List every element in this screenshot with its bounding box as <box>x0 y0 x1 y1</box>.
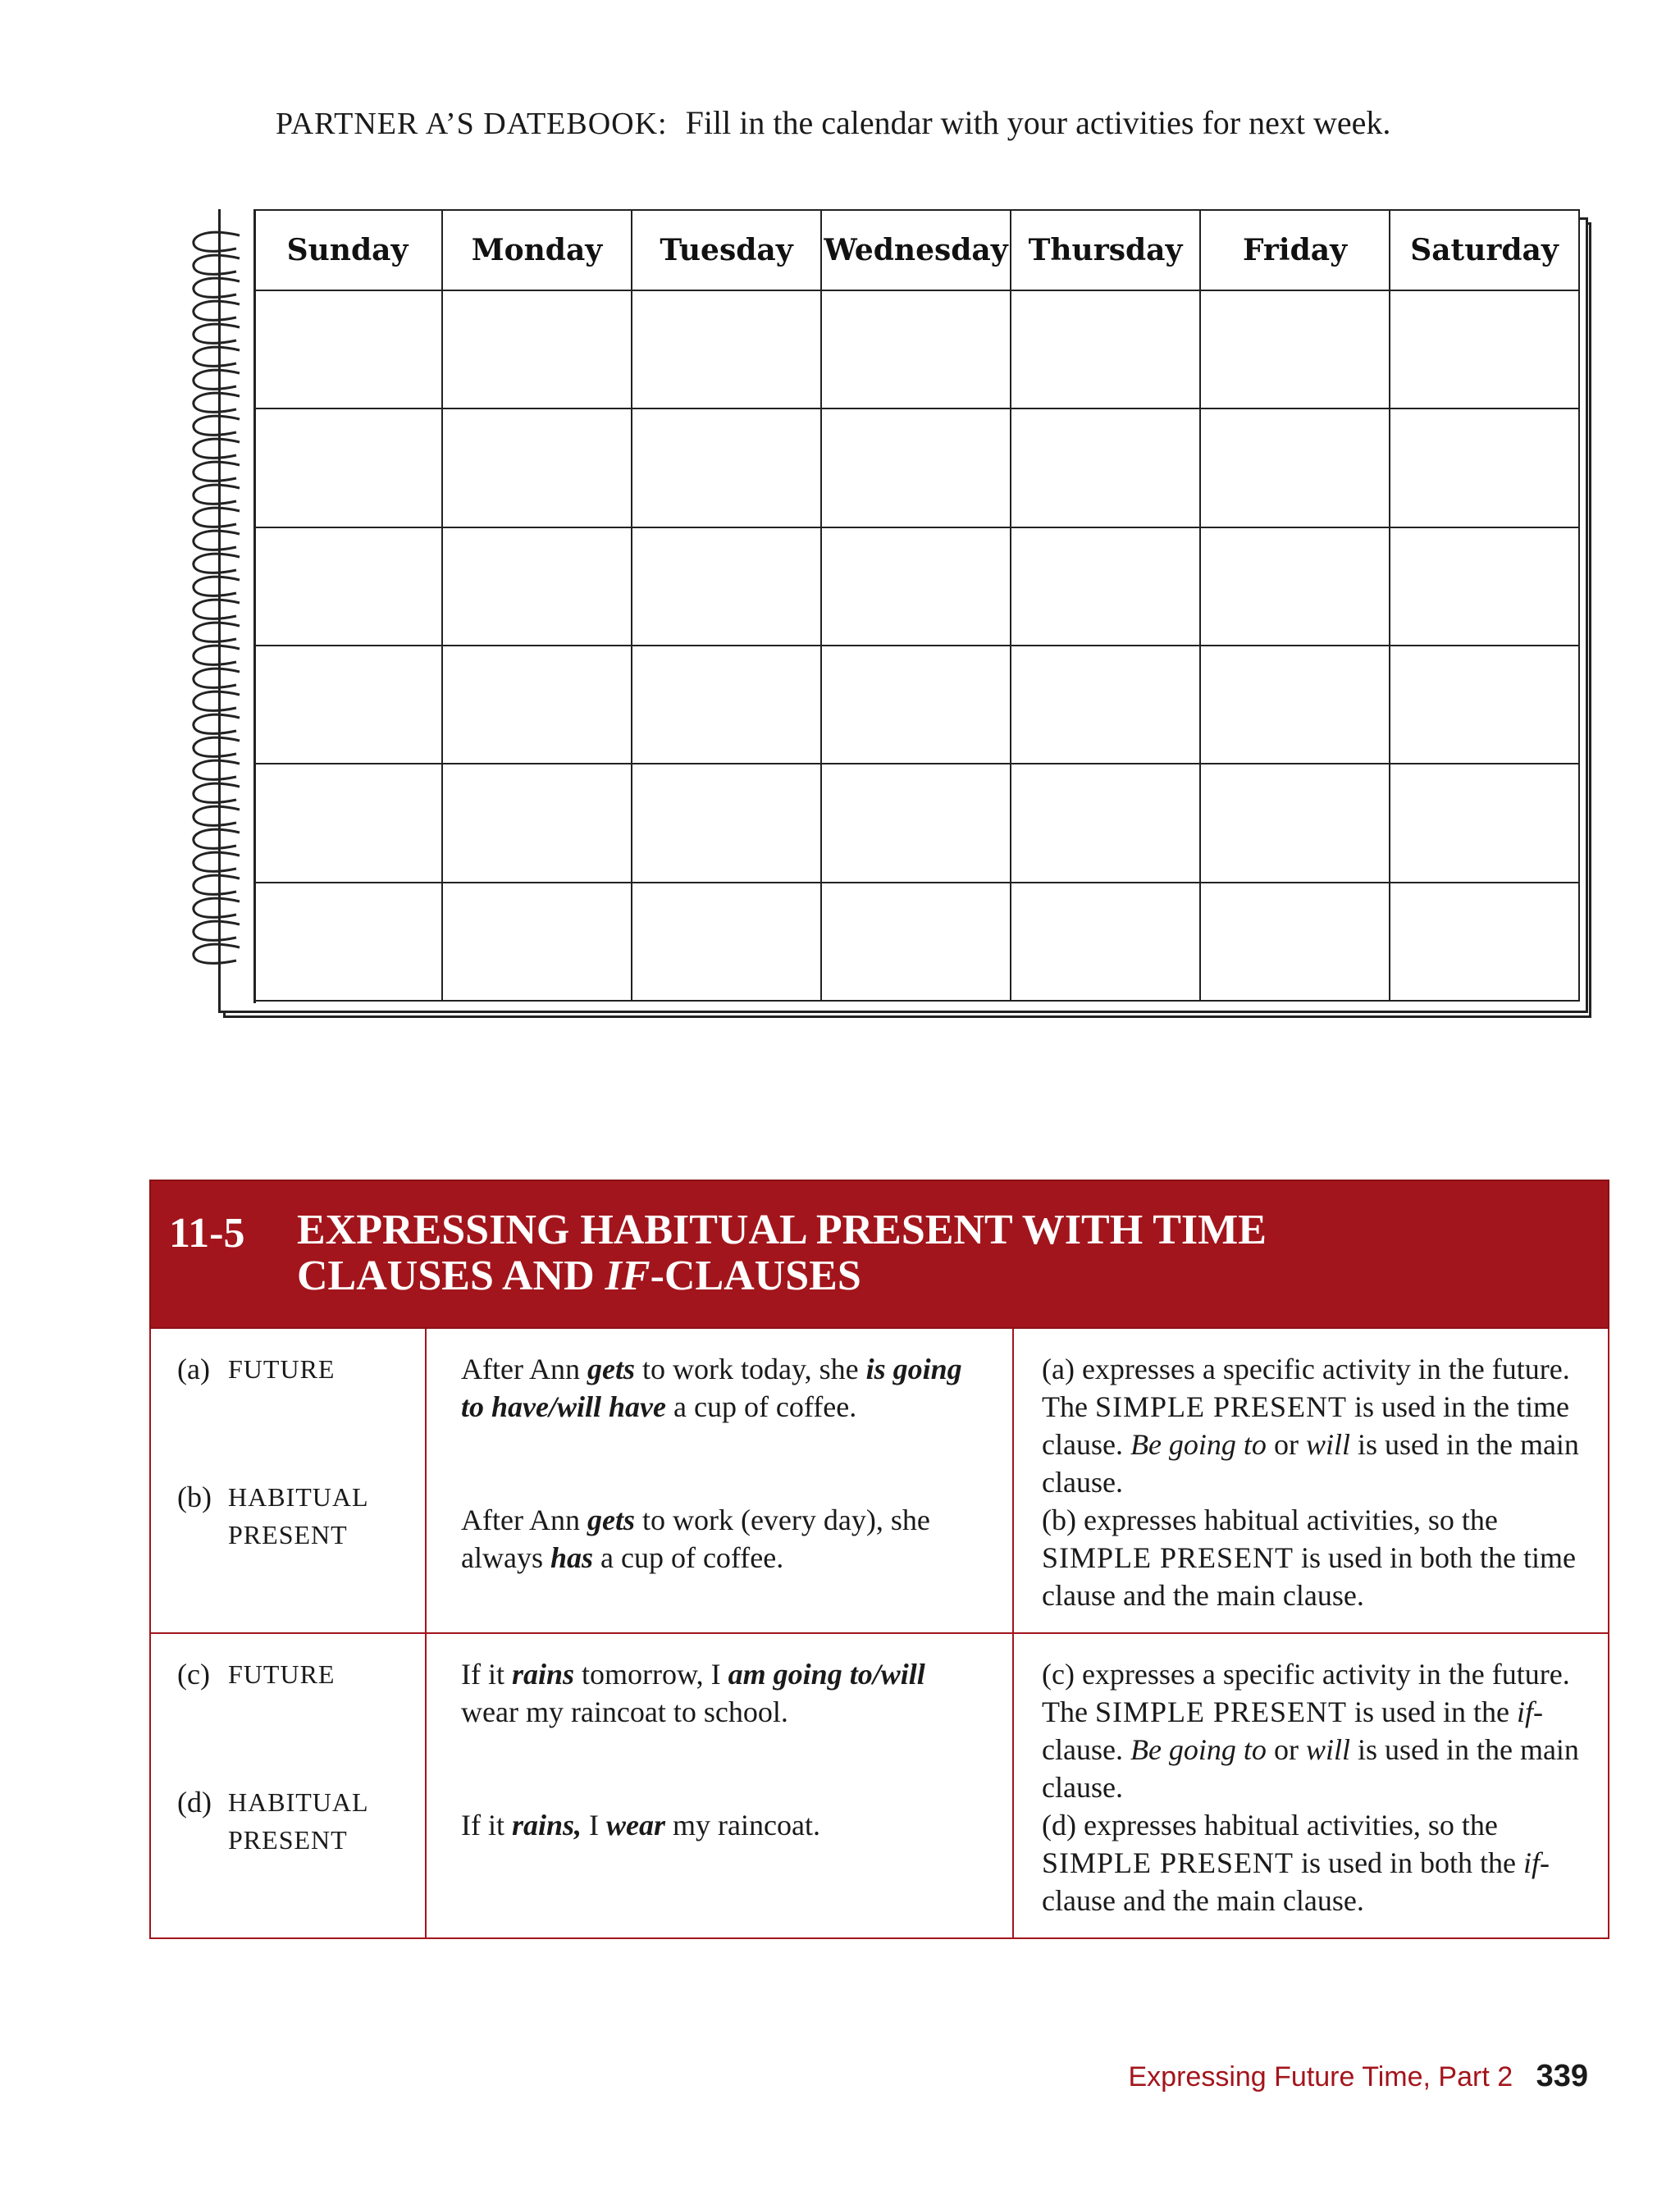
calendar-cell-monday[interactable] <box>442 646 632 764</box>
calendar-cell-friday[interactable] <box>1200 646 1390 764</box>
label-name-line: HABITUAL <box>228 1482 369 1512</box>
text: I <box>582 1809 607 1841</box>
emphasis: is going to have/will have <box>461 1353 962 1423</box>
day-header-tuesday: Tuesday <box>632 210 821 290</box>
spiral-ring <box>194 301 240 320</box>
label-c <box>177 1655 425 1693</box>
italic: if <box>1517 1695 1534 1728</box>
italic: will <box>1305 1733 1350 1766</box>
calendar-cell-friday[interactable] <box>1200 527 1390 646</box>
text: (c) expresses a specific activity in the future. The <box>1042 1658 1570 1728</box>
datebook <box>189 209 1583 1021</box>
text: my raincoat. <box>665 1809 820 1841</box>
spiral-ring <box>194 875 240 894</box>
label-name: FUTURE <box>228 1659 336 1689</box>
term: SIMPLE PRESENT <box>1094 1390 1348 1423</box>
calendar-cell-tuesday[interactable] <box>632 764 821 882</box>
calendar-cell-friday[interactable] <box>1200 408 1390 527</box>
spiral-ring <box>194 921 240 940</box>
chart-title-line2 <box>297 1253 1527 1299</box>
calendar-cell-wednesday[interactable] <box>821 883 1011 1001</box>
emphasis: gets <box>587 1504 635 1536</box>
text: (b) expresses habitual activities, so the <box>1042 1504 1498 1536</box>
term: SIMPLE PRESENT <box>1094 1695 1348 1728</box>
weekly-calendar <box>218 209 1580 1002</box>
calendar-row <box>218 290 1579 408</box>
chart-header <box>149 1180 1609 1329</box>
italic: Be going to <box>1130 1428 1267 1461</box>
spiral-ring <box>194 737 240 756</box>
text: If it <box>461 1809 512 1841</box>
calendar-row <box>218 883 1579 1001</box>
text: a cup of coffee. <box>593 1541 784 1574</box>
calendar-cell-monday[interactable] <box>442 527 632 646</box>
spiral-ring <box>194 669 240 687</box>
spiral-ring <box>194 278 240 297</box>
spiral-ring <box>194 760 240 779</box>
day-header-saturday: Saturday <box>1390 210 1579 290</box>
spiral-ring <box>194 944 240 963</box>
spiral-ring <box>194 370 240 389</box>
calendar-cell-tuesday[interactable] <box>632 290 821 408</box>
example-b <box>461 1501 988 1577</box>
emphasis: rains <box>511 1658 575 1691</box>
spiral-ring <box>194 806 240 825</box>
emphasis: gets <box>587 1353 635 1385</box>
day-header-friday: Friday <box>1200 210 1390 290</box>
label-letter: (c) <box>177 1658 210 1691</box>
text: is used in the main clause. <box>1042 1428 1579 1499</box>
calendar-cell-wednesday[interactable] <box>821 646 1011 764</box>
italic: Be going to <box>1130 1733 1267 1766</box>
calendar-cell-sunday[interactable] <box>253 527 442 646</box>
spiral-ring <box>194 508 240 527</box>
spiral-ring <box>194 324 240 343</box>
calendar-cell-saturday[interactable] <box>1390 290 1579 408</box>
spiral-ring <box>194 439 240 458</box>
label-name: FUTURE <box>228 1354 336 1384</box>
chart-block-time-clauses <box>151 1329 1608 1632</box>
label-d <box>177 1783 425 1859</box>
spiral-ring <box>194 646 240 664</box>
text: -clause and the main clause. <box>1042 1846 1550 1917</box>
spiral-ring <box>194 898 240 917</box>
term: SIMPLE PRESENT <box>1042 1541 1294 1574</box>
label-letter: (d) <box>177 1786 212 1819</box>
text: is used in both the time clause and the main clause. <box>1042 1541 1577 1612</box>
calendar-cell-tuesday[interactable] <box>632 527 821 646</box>
day-header-sunday: Sunday <box>253 210 442 290</box>
chart-block-if-clauses <box>151 1632 1608 1937</box>
example-column <box>427 1329 1014 1632</box>
chart-title <box>297 1207 1527 1299</box>
calendar-cell-thursday[interactable] <box>1011 527 1200 646</box>
spiral-binding-icon <box>189 232 254 970</box>
calendar-cell-saturday[interactable] <box>1390 883 1579 1001</box>
text: is used in both the <box>1294 1846 1524 1879</box>
text: (a) expresses a specific activity in the future. The <box>1042 1353 1570 1423</box>
calendar-row <box>218 764 1579 882</box>
calendar-cell-tuesday[interactable] <box>632 646 821 764</box>
text: or <box>1266 1428 1306 1461</box>
text: is used in the <box>1347 1695 1517 1728</box>
text: a cup of coffee. <box>665 1390 857 1423</box>
text: (d) expresses habitual activities, so the <box>1042 1809 1498 1841</box>
label-name <box>228 1783 369 1859</box>
italic: if <box>1523 1846 1541 1879</box>
day-header-wednesday: Wednesday <box>821 210 1011 290</box>
spiral-ring <box>194 485 240 504</box>
text: tomorrow, I <box>574 1658 728 1691</box>
label-column <box>151 1329 427 1632</box>
page-footer <box>1129 2059 1589 2094</box>
label-name-line: PRESENT <box>228 1520 348 1549</box>
calendar-row <box>218 646 1579 764</box>
emphasis: wear <box>606 1809 666 1841</box>
spiral-ring <box>194 829 240 848</box>
datebook-label: PARTNER A’S DATEBOOK: <box>276 107 668 141</box>
spiral-ring <box>194 852 240 871</box>
label-letter: (b) <box>177 1481 212 1513</box>
calendar-cell-thursday[interactable] <box>1011 290 1200 408</box>
spiral-ring <box>194 347 240 366</box>
example-c <box>461 1655 988 1806</box>
explanation-column <box>1014 1634 1608 1937</box>
chart-title-line1: EXPRESSING HABITUAL PRESENT WITH TIME <box>297 1207 1267 1253</box>
day-header-thursday: Thursday <box>1011 210 1200 290</box>
label-b <box>177 1478 425 1554</box>
calendar-cell-tuesday[interactable] <box>632 883 821 1001</box>
spiral-ring <box>194 783 240 802</box>
title-text: CLAUSES AND <box>297 1253 605 1299</box>
example-a <box>461 1350 988 1501</box>
explanation-b <box>1042 1501 1590 1614</box>
spiral-ring <box>194 393 240 412</box>
explanation-column <box>1014 1329 1608 1632</box>
text: to work (every day), she always <box>461 1504 930 1574</box>
text: After Ann <box>461 1504 587 1536</box>
text: to work today, she <box>634 1353 866 1385</box>
calendar-header-row <box>218 210 1579 290</box>
calendar-cell-sunday[interactable] <box>253 646 442 764</box>
calendar-cell-monday[interactable] <box>442 883 632 1001</box>
spiral-ring <box>194 531 240 550</box>
label-name-line: PRESENT <box>228 1825 348 1855</box>
label-column <box>151 1634 427 1937</box>
calendar-cell-sunday[interactable] <box>253 764 442 882</box>
instruction-text: Fill in the calendar with your activities for next week. <box>685 104 1391 141</box>
calendar-cell-saturday[interactable] <box>1390 646 1579 764</box>
calendar-row <box>218 408 1579 527</box>
spiral-ring <box>194 600 240 618</box>
day-header-monday: Monday <box>442 210 632 290</box>
text: or <box>1266 1733 1306 1766</box>
calendar-row <box>218 527 1579 646</box>
calendar-cell-friday[interactable] <box>1200 883 1390 1001</box>
label-name <box>228 1478 369 1554</box>
emphasis: rains, <box>511 1809 582 1841</box>
calendar-cell-monday[interactable] <box>442 290 632 408</box>
explanation-a <box>1042 1350 1590 1501</box>
spiral-ring <box>194 255 240 274</box>
spiral-ring <box>194 714 240 733</box>
spiral-ring <box>194 554 240 573</box>
calendar-cell-saturday[interactable] <box>1390 408 1579 527</box>
calendar-cell-friday[interactable] <box>1200 290 1390 408</box>
emphasis: am going to/will <box>728 1658 925 1691</box>
label-letter: (a) <box>177 1353 210 1385</box>
spiral-ring <box>194 691 240 710</box>
italic: will <box>1305 1428 1350 1461</box>
text: is used in the time clause. <box>1042 1390 1569 1461</box>
example-column <box>427 1634 1014 1937</box>
term: SIMPLE PRESENT <box>1042 1846 1294 1879</box>
calendar-cell-wednesday[interactable] <box>821 408 1011 527</box>
spiral-ring <box>194 623 240 641</box>
explanation-c <box>1042 1655 1590 1806</box>
calendar-cell-sunday[interactable] <box>253 883 442 1001</box>
calendar-cell-sunday[interactable] <box>253 408 442 527</box>
calendar-cell-wednesday[interactable] <box>821 527 1011 646</box>
example-d <box>461 1806 988 1844</box>
title-text: -CLAUSES <box>650 1253 861 1299</box>
calendar-cell-wednesday[interactable] <box>821 290 1011 408</box>
label-name-line: HABITUAL <box>228 1787 369 1817</box>
instruction-line <box>276 103 1506 142</box>
calendar-cell-friday[interactable] <box>1200 764 1390 882</box>
chart-number: 11-5 <box>169 1210 245 1257</box>
emphasis: has <box>550 1541 593 1574</box>
page-number: 339 <box>1536 2059 1588 2093</box>
spiral-ring <box>194 462 240 481</box>
grammar-chart <box>149 1180 1609 1939</box>
text: -clause. <box>1042 1695 1544 1766</box>
calendar-cell-monday[interactable] <box>442 764 632 882</box>
calendar-cell-thursday[interactable] <box>1011 646 1200 764</box>
calendar-cell-saturday[interactable] <box>1390 527 1579 646</box>
calendar-cell-thursday[interactable] <box>1011 883 1200 1001</box>
calendar-cell-saturday[interactable] <box>1390 764 1579 882</box>
chart-body <box>149 1329 1609 1939</box>
title-italic: IF <box>605 1253 651 1299</box>
calendar-cell-thursday[interactable] <box>1011 408 1200 527</box>
calendar-cell-sunday[interactable] <box>253 290 442 408</box>
text: wear my raincoat to school. <box>461 1695 788 1728</box>
running-footer: Expressing Future Time, Part 2 <box>1128 2061 1513 2092</box>
spiral-ring <box>194 577 240 596</box>
calendar-cell-wednesday[interactable] <box>821 764 1011 882</box>
label-a <box>177 1350 425 1388</box>
calendar-body <box>218 290 1579 1001</box>
explanation-d <box>1042 1806 1590 1919</box>
text: If it <box>461 1658 512 1691</box>
calendar-cell-monday[interactable] <box>442 408 632 527</box>
calendar-cell-tuesday[interactable] <box>632 408 821 527</box>
calendar-cell-thursday[interactable] <box>1011 764 1200 882</box>
spiral-ring <box>194 232 240 251</box>
text: After Ann <box>461 1353 587 1385</box>
text: is used in the main clause. <box>1042 1733 1579 1804</box>
spiral-ring <box>194 416 240 435</box>
